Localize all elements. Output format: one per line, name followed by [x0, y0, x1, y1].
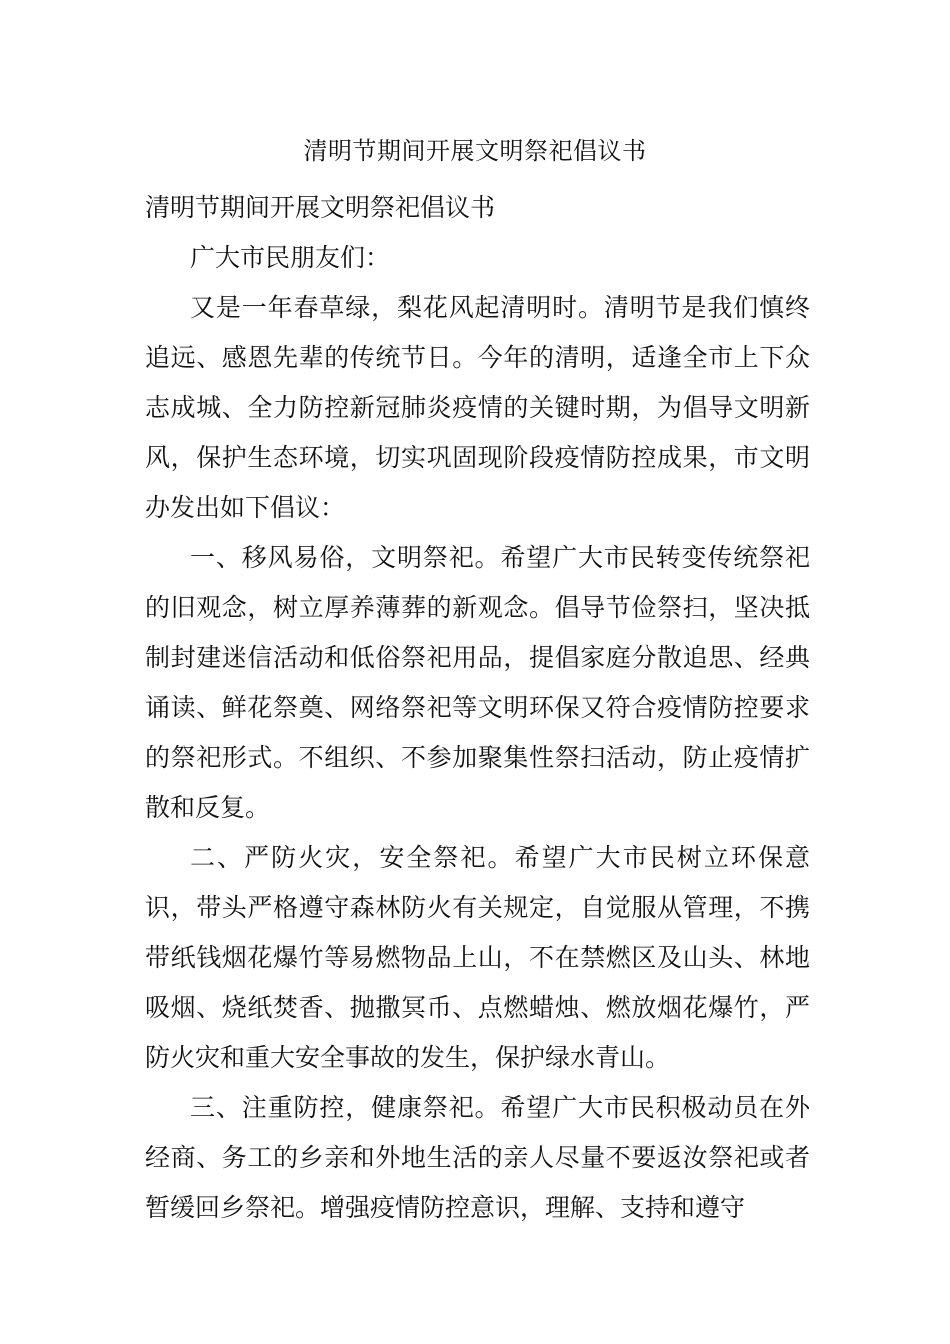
document-subtitle: 清明节期间开展文明祭祀倡议书	[145, 193, 496, 222]
document-title: 清明节期间开展文明祭祀倡议书	[303, 137, 647, 165]
paragraph-item-3: 三、注重防控，健康祭祀。希望广大市民积极动员在外经商、务工的乡亲和外地生活的亲人尽量不要返汝祭祀或者暂缓回乡祭祀。增强疫情防控意识，理解、支持和遵守	[145, 1093, 810, 1222]
document-body	[145, 183, 810, 1233]
salutation: 广大市民朋友们：	[190, 243, 391, 272]
paragraph-item-2: 二、严防火灾，安全祭祀。希望广大市民树立环保意识，带头严格遵守森林防火有关规定，自觉服从管理，不携带纸钱烟花爆竹等易燃物品上山，不在禁燃区及山头、林地吸烟、烧纸焚香、抛撒冥币、点燃蜡烛、燃放烟花爆竹，严防火灾和重大安全事故的发生，保护绿水青山。	[145, 843, 810, 1072]
paragraph-intro: 又是一年春草绿，梨花风起清明时。清明节是我们慎终追远、感恩先辈的传统节日。今年的清明，适逢全市上下众志成城、全力防控新冠肺炎疫情的关键时期，为倡导文明新风，保护生态环境，切实巩固现阶段疫情防控成果，市文明办发出如下倡议：	[145, 293, 810, 522]
paragraph-item-1: 一、移风易俗，文明祭祀。希望广大市民转变传统祭祀的旧观念，树立厚养薄葬的新观念。倡导节俭祭扫，坚决抵制封建迷信活动和低俗祭祀用品，提倡家庭分散追思、经典诵读、鲜花祭奠、网络祭祀等文明环保又符合疫情防控要求的祭祀形式。不组织、不参加聚集性祭扫活动，防止疫情扩散和反复。	[145, 543, 810, 822]
